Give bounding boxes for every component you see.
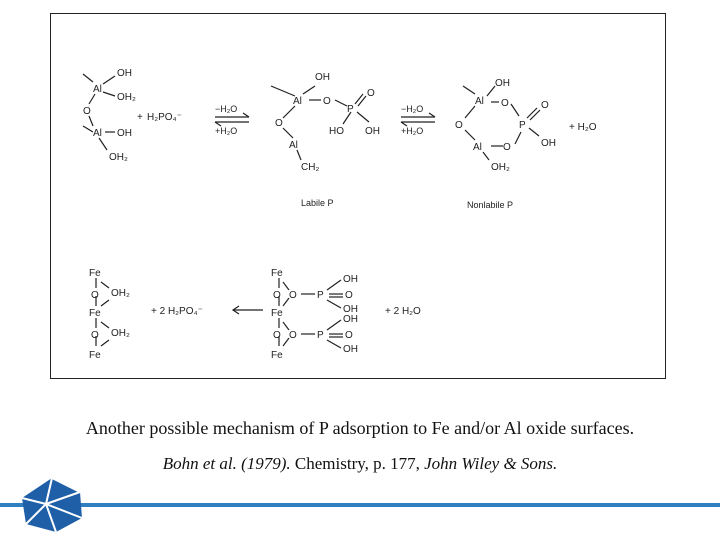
fe-r-o2: O xyxy=(91,330,99,341)
lab-ch2: CH₂ xyxy=(301,162,320,173)
reference-title: Chemistry, p. 177, xyxy=(290,454,425,473)
fe-p-oh2a: OH xyxy=(343,314,358,325)
arrow2-minus-water: −H₂O xyxy=(401,104,424,114)
r1-al-bottom: Al xyxy=(93,128,102,139)
non-plus-water: + H₂O xyxy=(569,122,597,133)
r1-oh2-bottom: OH₂ xyxy=(109,152,128,163)
non-o-bottom: O xyxy=(503,142,511,153)
fe-r-oh2-2: OH₂ xyxy=(111,328,130,339)
fe-p-water: + 2 H₂O xyxy=(385,306,421,317)
r1-phosphate: H₂PO₄⁻ xyxy=(147,112,182,123)
fe-r-oh2-1: OH₂ xyxy=(111,288,130,299)
fe-p-p1: P xyxy=(317,290,324,301)
arrow1-plus-water: +H₂O xyxy=(215,126,238,136)
lab-ho: HO xyxy=(329,126,344,137)
lab-oh-top: OH xyxy=(315,72,330,83)
non-p: P xyxy=(519,120,526,131)
non-oh-top: OH xyxy=(495,78,510,89)
fe-r-phosphate: + 2 H₂PO₄⁻ xyxy=(151,306,203,317)
fe-p-fe3: Fe xyxy=(271,350,283,361)
non-al-top: Al xyxy=(475,96,484,107)
fe-r-fe2: Fe xyxy=(89,308,101,319)
r1-al-top: Al xyxy=(93,84,102,95)
lab-p: P xyxy=(347,104,354,115)
non-oh2-bottom: OH₂ xyxy=(491,162,510,173)
fe-p-o2: O xyxy=(273,330,281,341)
lab-al-bottom: Al xyxy=(289,140,298,151)
figure-reference xyxy=(0,454,720,474)
fe-p-o1c: O xyxy=(345,290,353,301)
lab-oh-right: OH xyxy=(365,126,380,137)
fe-p-o1b: O xyxy=(289,290,297,301)
non-o-top: O xyxy=(501,98,509,109)
fe-p-p2: P xyxy=(317,330,324,341)
reference-publisher: John Wiley & Sons. xyxy=(424,454,558,473)
r1-o-bridge: O xyxy=(83,106,91,117)
fe-p-oh1b: OH xyxy=(343,304,358,315)
r1-oh-bottom: OH xyxy=(117,128,132,139)
geodesic-globe-logo-icon xyxy=(16,474,88,536)
fe-p-fe1: Fe xyxy=(271,268,283,279)
fe-r-fe3: Fe xyxy=(89,350,101,361)
r1-oh2-top: OH₂ xyxy=(117,92,136,103)
nonlabile-label: Nonlabile P xyxy=(467,200,514,210)
adsorption-scheme xyxy=(51,14,667,380)
fe-p-fe2: Fe xyxy=(271,308,283,319)
fe-p-oh1a: OH xyxy=(343,274,358,285)
fe-r-o1: O xyxy=(91,290,99,301)
lab-o-p: O xyxy=(323,96,331,107)
arrow2-plus-water: +H₂O xyxy=(401,126,424,136)
figure-caption: Another possible mechanism of P adsorption to Fe and/or Al oxide surfaces. xyxy=(85,418,635,438)
fe-p-o1: O xyxy=(273,290,281,301)
reference-authors: Bohn et al. (1979). xyxy=(162,454,291,473)
arrow1-minus-water: −H₂O xyxy=(215,104,238,114)
fe-p-oh2b: OH xyxy=(343,344,358,355)
non-o-dbl: O xyxy=(541,100,549,111)
r1-oh-top: OH xyxy=(117,68,132,79)
r1-plus: + xyxy=(137,112,143,123)
fe-p-o2c: O xyxy=(345,330,353,341)
scheme-figure xyxy=(50,13,666,379)
lab-al-top: Al xyxy=(293,96,302,107)
lab-o-dbl: O xyxy=(367,88,375,99)
non-al-bottom: Al xyxy=(473,142,482,153)
fe-p-o2b: O xyxy=(289,330,297,341)
non-oh-right: OH xyxy=(541,138,556,149)
non-o-bridge: O xyxy=(455,120,463,131)
footer-rule xyxy=(0,503,720,507)
lab-o-bridge: O xyxy=(275,118,283,129)
fe-r-fe1: Fe xyxy=(89,268,101,279)
labile-label: Labile P xyxy=(301,198,334,208)
